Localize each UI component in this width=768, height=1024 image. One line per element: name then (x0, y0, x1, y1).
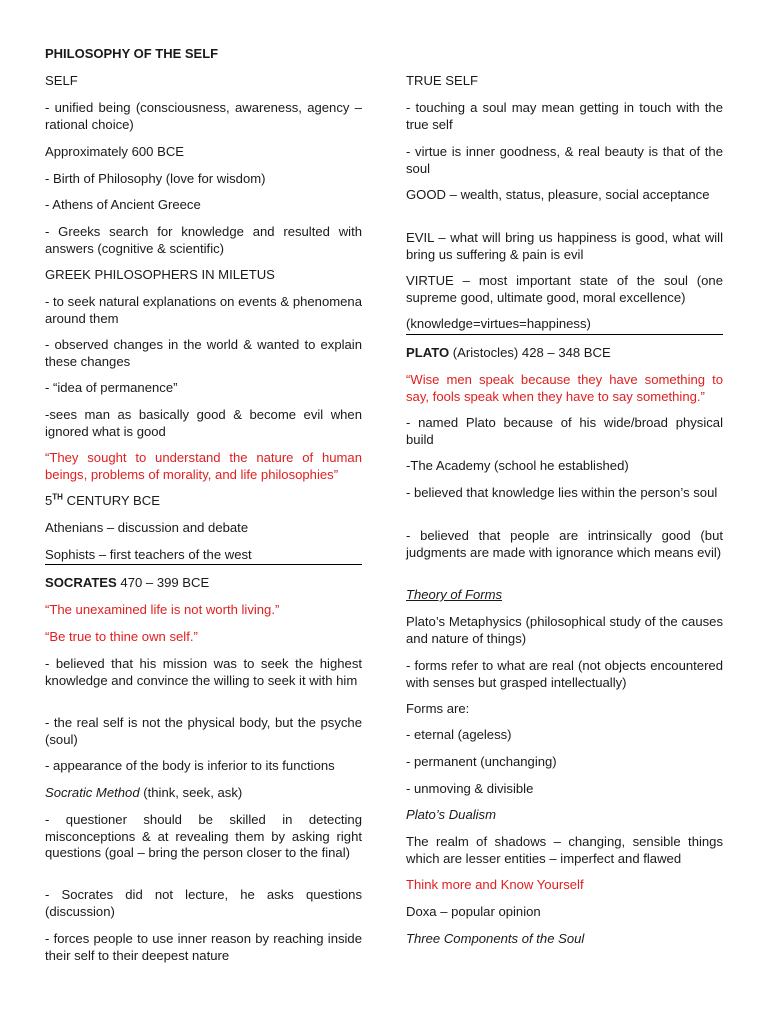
forms-permanent: - permanent (unchanging) (406, 754, 557, 769)
evil-definition: EVIL – what will bring us happiness is good, what will bring us suffering & pain is evil (406, 230, 723, 262)
socrates-name: SOCRATES (45, 575, 117, 590)
think-more: Think more and Know Yourself (406, 877, 584, 892)
forms-are: Forms are: (406, 701, 470, 716)
forms-refer: - forms refer to what are real (not objects encountered with senses but grasped intellectually) (406, 658, 723, 690)
athenians: Athenians – discussion and debate (45, 520, 249, 535)
socrates-mission: - believed that his mission was to seek the highest knowledge and convince the willing to seek it with him (45, 656, 362, 688)
approximately-600-bce: Approximately 600 BCE (45, 144, 185, 159)
virtue-definition: VIRTUE – most important state of the soul (one supreme good, ultimate good, moral excellence) (406, 273, 723, 305)
three-components: Three Components of the Soul (406, 931, 585, 946)
plato-dates: (Aristocles) 428 – 348 BCE (449, 345, 611, 360)
birth-of-philosophy: - Birth of Philosophy (love for wisdom) (45, 171, 266, 186)
athens-line: - Athens of Ancient Greece (45, 197, 201, 212)
heading-self: SELF (45, 73, 78, 88)
platos-dualism: Plato’s Dualism (406, 807, 496, 822)
document-title: PHILOSOPHY OF THE SELF (45, 46, 219, 61)
fifth-century (45, 493, 362, 510)
natural-explanations: - to seek natural explanations on events & phenomena around them (45, 294, 362, 326)
century-number: 5 (45, 493, 53, 508)
self-definition: - unified being (consciousness, awareness, agency – rational choice) (45, 100, 362, 132)
socratic-method-name: Socratic Method (45, 785, 140, 800)
plato-heading (406, 345, 723, 362)
greeks-search: - Greeks search for knowledge and resulted with answers (cognitive & scientific) (45, 224, 362, 256)
sophists: Sophists – first teachers of the west (45, 547, 252, 562)
quote-wise-men: “Wise men speak because they have something to say, fools speak when they have to say something.” (406, 372, 723, 404)
questioner: - questioner should be skilled in detecting misconceptions & at revealing them by asking right questions (goal – bring the person closer to the final) (45, 812, 362, 860)
knowledge-within: - believed that knowledge lies within the person’s soul (406, 485, 718, 500)
plato-name: PLATO (406, 345, 450, 360)
heading-greek-philosophers: GREEK PHILOSOPHERS IN MILETUS (45, 267, 275, 282)
doxa: Doxa – popular opinion (406, 904, 541, 919)
century-suffix: TH (52, 492, 63, 502)
named-plato: - named Plato because of his wide/broad physical build (406, 415, 723, 447)
forces-people: - forces people to use inner reason by reaching inside their self to their deepest nature (45, 931, 362, 963)
forms-eternal: - eternal (ageless) (406, 727, 512, 742)
socratic-method-rest: (think, seek, ask) (139, 785, 243, 800)
section-divider (45, 564, 362, 565)
observed-changes: - observed changes in the world & wanted to explain these changes (45, 337, 362, 369)
quote-unexamined: “The unexamined life is not worth living.” (45, 602, 280, 617)
sees-man: -sees man as basically good & become evil when ignored what is good (45, 407, 362, 439)
century-rest: CENTURY BCE (62, 493, 160, 508)
realm-of-shadows: The realm of shadows – changing, sensible things which are lesser entities – imperfect and flawed (406, 834, 723, 866)
knowledge-equation: (knowledge=virtues=happiness) (406, 316, 591, 331)
virtue-inner-goodness: - virtue is inner goodness, & real beauty is that of the soul (406, 144, 723, 176)
platos-metaphysics: Plato’s Metaphysics (philosophical study of the causes and nature of things) (406, 614, 723, 646)
the-academy: -The Academy (school he established) (406, 458, 629, 473)
forms-unmoving: - unmoving & divisible (406, 781, 534, 796)
intrinsically-good: - believed that people are intrinsically good (but judgments are made with ignorance which means evil) (406, 528, 723, 560)
quote-sought: “They sought to understand the nature of human beings, problems of morality, and life philosophies” (45, 450, 362, 482)
quote-be-true: “Be true to thine own self.” (45, 629, 198, 644)
section-divider (406, 334, 723, 335)
heading-true-self: TRUE SELF (406, 73, 479, 88)
real-self: - the real self is not the physical body, but the psyche (soul) (45, 715, 362, 747)
good-definition: GOOD – wealth, status, pleasure, social acceptance (406, 187, 710, 202)
socratic-method (45, 785, 362, 802)
touching-soul: - touching a soul may mean getting in touch with the true self (406, 100, 723, 132)
idea-of-permanence: - “idea of permanence” (45, 380, 178, 395)
socrates-heading (45, 575, 362, 592)
theory-of-forms: Theory of Forms (406, 587, 503, 602)
socrates-dates: 470 – 399 BCE (116, 575, 210, 590)
did-not-lecture: - Socrates did not lecture, he asks questions (discussion) (45, 887, 362, 919)
appearance-of-body: - appearance of the body is inferior to its functions (45, 758, 335, 773)
